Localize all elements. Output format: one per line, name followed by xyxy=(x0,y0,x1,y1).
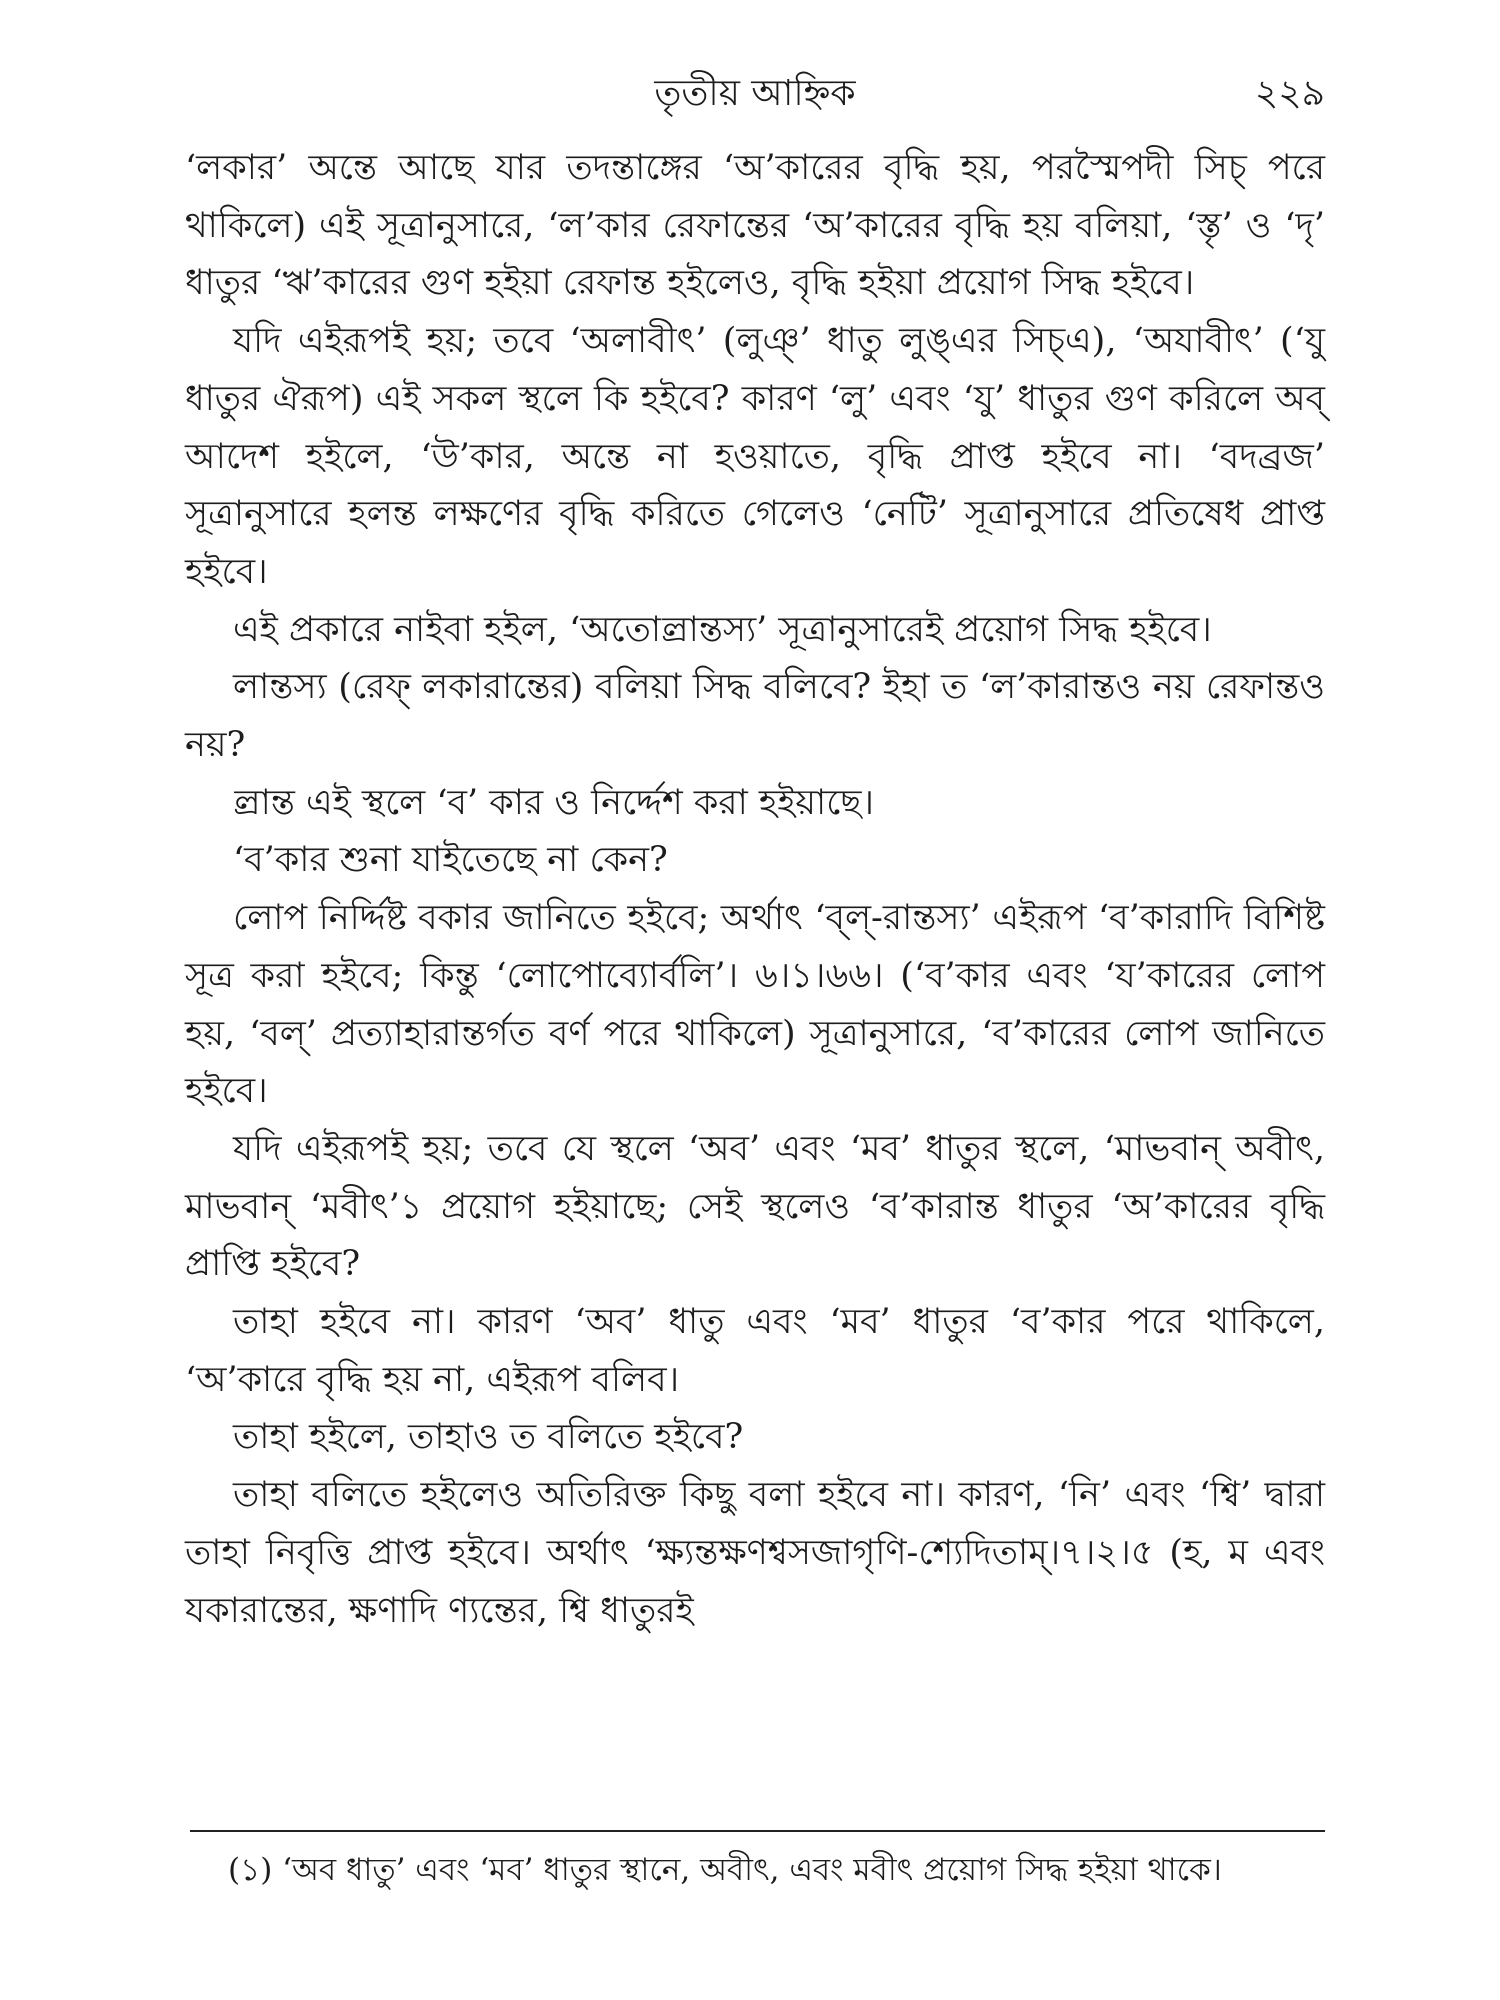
running-title: তৃতীয় আহ্নিক xyxy=(654,73,856,114)
page-header xyxy=(185,64,1325,124)
paragraph: তাহা হইবে না। কারণ ‘অব’ ধাতু এবং ‘মব’ ধাতুর ‘ব’কার পরে থাকিলে, ‘অ’কারে বৃদ্ধি হয় না, এইরূপ বলিব। xyxy=(185,1302,1325,1400)
paragraph: যদি এইরূপই হয়; তবে ‘অলাবীৎ’ (লুঞ্’ ধাতু লুঙ্এর সিচ্এ), ‘অযাবীৎ’ (‘যু ধাতুর ঐরূপ) এই সকল স্থলে কি হইবে? কারণ ‘লু’ এবং ‘যু’ ধাতুর গুণ করিলে অব্ আদেশ হইলে, ‘উ’কার, অন্তে না হওয়াতে, বৃদ্ধি প্রাপ্ত হইবে না। ‘বদব্রজ’ সূত্রানুসারে হলন্ত লক্ষণের বৃদ্ধি করিতে গেলেও ‘নেটি’ সূত্রানুসারে প্রতিষেধ প্রাপ্ত হইবে। xyxy=(185,321,1325,592)
paragraph: ল্রান্ত এই স্থলে ‘ব’ কার ও নির্দ্দেশ করা হইয়াছে। xyxy=(233,782,874,823)
paragraph: তাহা বলিতে হইলেও অতিরিক্ত কিছু বলা হইবে না। কারণ, ‘নি’ এবং ‘শ্বি’ দ্বারা তাহা নিবৃত্তি প্রাপ্ত হইবে। অর্থাৎ ‘ক্ষ্যন্তক্ষণশ্বসজাগৃণি-শ্যেদিতাম্।৭।২।৫ (হ, ম এবং যকারান্তের, ক্ষণাদি ণ্যন্তের, শ্বি ধাতুরই xyxy=(185,1475,1325,1631)
paragraph: লোপ নির্দ্দিষ্ট বকার জানিতে হইবে; অর্থাৎ ‘ব্ল্-রান্তস্য’ এইরূপ ‘ব’কারাদি বিশিষ্ট সূত্র করা হইবে; কিন্তু ‘লোপোব্যোর্বলি’। ৬।১।৬৬। (‘ব’কার এবং ‘য’কারের লোপ হয়, ‘বল্’ প্রত্যাহারান্তর্গত বর্ণ পরে থাকিলে) সূত্রানুসারে, ‘ব’কারের লোপ জানিতে হইবে। xyxy=(185,898,1325,1112)
paragraph: এই প্রকারে নাইবা হইল, ‘অতোল্রান্তস্য’ সূত্রানুসারেই প্রয়োগ সিদ্ধ হইবে। xyxy=(233,609,1212,650)
paragraph: লান্তস্য (রেফ্ লকারান্তের) বলিয়া সিদ্ধ বলিবে? ইহা ত ‘ল’কারান্তও নয় রেফান্তও নয়? xyxy=(185,667,1325,766)
paragraph: ‘লকার’ অন্তে আছে যার তদন্তাঙ্গের ‘অ’কারের বৃদ্ধি হয়, পরস্মৈপদী সিচ্ পরে থাকিলে) এই সূত্রানুসারে, ‘ল’কার রেফান্তের ‘অ’কারের বৃদ্ধি হয় বলিয়া, ‘স্তৃ’ ও ‘দৃ’ ধাতুর ‘ঋ’কারের গুণ হইয়া রেফান্ত হইলেও, বৃদ্ধি হইয়া প্রয়োগ সিদ্ধ হইবে। xyxy=(185,148,1325,304)
paragraph: তাহা হইলে, তাহাও ত বলিতে হইবে? xyxy=(233,1417,744,1458)
footnote-divider xyxy=(190,1830,1325,1832)
paragraph: যদি এইরূপই হয়; তবে যে স্থলে ‘অব’ এবং ‘মব’ ধাতুর স্থলে, ‘মাভবান্ অবীৎ, মাভবান্ ‘মবীৎ’১ প্রয়োগ হইয়াছে; সেই স্থলেও ‘ব’কারান্ত ধাতুর ‘অ’কারের বৃদ্ধি প্রাপ্তি হইবে? xyxy=(185,1128,1325,1285)
paragraph: ‘ব’কার শুনা যাইতেছে না কেন? xyxy=(233,840,668,881)
page-number: ২২৯ xyxy=(1254,73,1325,114)
main-text xyxy=(185,140,1325,1640)
footnote: (১) ‘অব ধাতু’ এবং ‘মব’ ধাতুর স্থানে, অবীৎ, এবং মবীৎ প্রয়োগ সিদ্ধ হইয়া থাকে। xyxy=(228,1852,1222,1888)
